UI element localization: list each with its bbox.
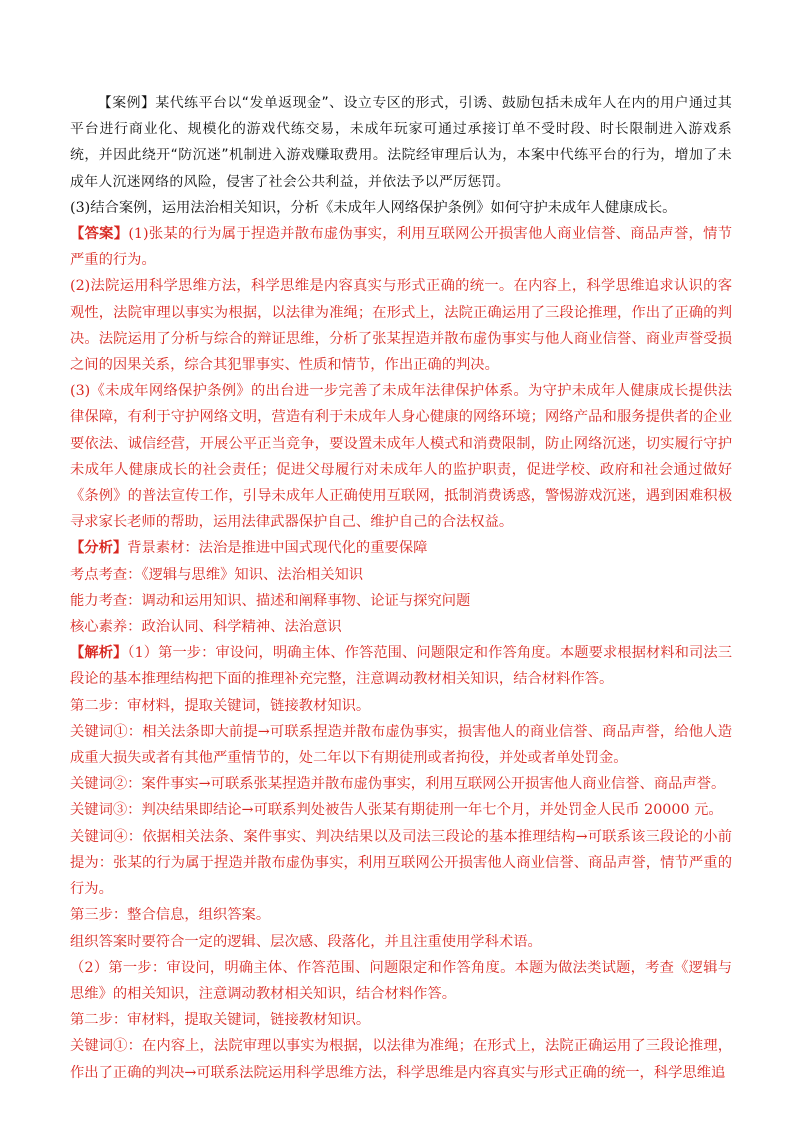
answer-text-1: (1)张某的行为属于捏造并散布虚伪事实，利用互联网公开损害他人商业信誉、商品声誉，情节严重的行为。 [70, 226, 733, 269]
explanation-step2b: 第二步：审材料，提取关键词，链接教材知识。 [70, 1012, 371, 1029]
explanation-keyword-4: 关键词④：依据相关法条、案件事实、判决结果以及司法三段论的基本推理结构→可联系该三段论的小前提为：张某的行为属于捏造并散布虚伪事实，利用互联网公开损害他人商业信誉、商品声誉，情节严重的行为。 [70, 828, 732, 898]
answer-paragraph-1 [70, 221, 732, 273]
analysis-paragraph [70, 535, 732, 561]
explanation-paragraph-2: （2）第一步：审设问，明确主体、作答范围、问题限定和作答角度。本题为做法类试题，考查《逻辑与思维》的相关知识，注意调动教材相关知识，结合材料作答。 [70, 959, 732, 1002]
explanation-paragraph-1 [70, 640, 732, 692]
answer-paragraph-3: (3)《未成年网络保护条例》的出台进一步完善了未成年法律保护体系。为守护未成年人健康成长提供法律保障，有利于守护网络文明，营造有利于未成年人身心健康的网络环境；网络产品和服务提供者的企业要依法、诚信经营，开展公平正当竞争，要设置未成年人模式和消费限制，防止网络沉迷，切实履行守护未成年人健康成长的社会责任；促进父母履行对未成年人的监护职责，促进学校、政府和社会通过做好《条例》的普法宣传工作，引导未成年人正确使用互联网，抵制消费诱惑，警惕游戏沉迷，遇到困难积极寻求家长老师的帮助，运用法律武器保护自己、维护自己的合法权益。 [70, 383, 732, 531]
analysis-tag: 【分析】 [70, 540, 128, 557]
explanation-step2: 第二步：审材料，提取关键词，链接教材知识。 [70, 697, 371, 714]
explanation-keyword-2: 关键词②：案件事实→可联系张某捏造并散布虚伪事实，利用互联网公开损害他人商业信誉、商品声誉。 [70, 776, 726, 793]
explanation-keyword-3: 关键词③：判决结果即结论→可联系判处被告人张某有期徒刑一年七个月，并处罚金人民币 20000 元。 [70, 802, 723, 819]
explanation-tag: 【解析】 [70, 645, 128, 662]
question-3: (3)结合案例，运用法治相关知识，分析《未成年人网络保护条例》如何守护未成年人健康成长。 [70, 199, 677, 216]
explanation-step3: 第三步：整合信息，组织答案。 [70, 907, 271, 924]
answer-paragraph-2: (2)法院运用科学思维方法，科学思维是内容真实与形式正确的统一。在内容上，科学思维追求认识的客观性，法院审理以事实为根据，以法律为准绳；在形式上，法院正确运用了三段论推理，作出了正确的判决。法院运用了分析与综合的辩证思维，分析了张某捏造并散布虚伪事实与他人商业信誉、商业声誉受损之间的因果关系，综合其犯罪事实、性质和情节，作出正确的判决。 [70, 278, 732, 374]
case-text: 某代练平台以“发单返现金”、设立专区的形式，引诱、鼓励包括未成年人在内的用户通过其平台进行商业化、规模化的游戏代练交易，未成年玩家可通过承接订单不受时段、时长限制进入游戏系统，并因此绕开“防沉迷”机制进入游戏赚取费用。法院经审理后认为，本案中代练平台的行为，增加了未成年人沉迷网络的风险，侵害了社会公共利益，并依法予以严厉惩罚。 [70, 95, 733, 190]
analysis-ability: 能力考查：调动和运用知识、描述和阐释事物、论证与探究问题 [70, 592, 471, 609]
case-tag: 【案例】 [97, 95, 156, 111]
explanation-text-1: （1）第一步：审设问，明确主体、作答范围、问题限定和作答角度。本题要求根据材料和司法三段论的基本推理结构把下面的推理补充完整，注意调动教材相关知识，结合材料作答。 [70, 645, 732, 688]
document-page [70, 90, 732, 1086]
analysis-literacy: 核心素养：政治认同、科学精神、法治意识 [70, 619, 342, 636]
explanation-organize: 组织答案时要符合一定的逻辑、层次感、段落化，并且注重使用学科术语。 [70, 933, 542, 950]
analysis-exam-points: 考点考查：《逻辑与思维》知识、法治相关知识 [70, 566, 364, 583]
analysis-background: 背景素材：法治是推进中国式现代化的重要保障 [127, 540, 428, 557]
explanation-keyword-1b: 关键词①：在内容上，法院审理以事实为根据，以法律为准绳；在形式上，法院正确运用了三段论推理，作出了正确的判决→可联系法院运用科学思维方法，科学思维是内容真实与形式正确的统一，科学思维追 [70, 1038, 732, 1081]
explanation-keyword-1: 关键词①：相关法条即大前提→可联系捏造并散布虚伪事实，损害他人的商业信誉、商品声誉，给他人造成重大损失或者有其他严重情节的，处二年以下有期徒刑或者拘役，并处或者单处罚金。 [70, 723, 732, 767]
case-paragraph [70, 90, 732, 195]
answer-tag: 【答案】 [70, 226, 129, 243]
